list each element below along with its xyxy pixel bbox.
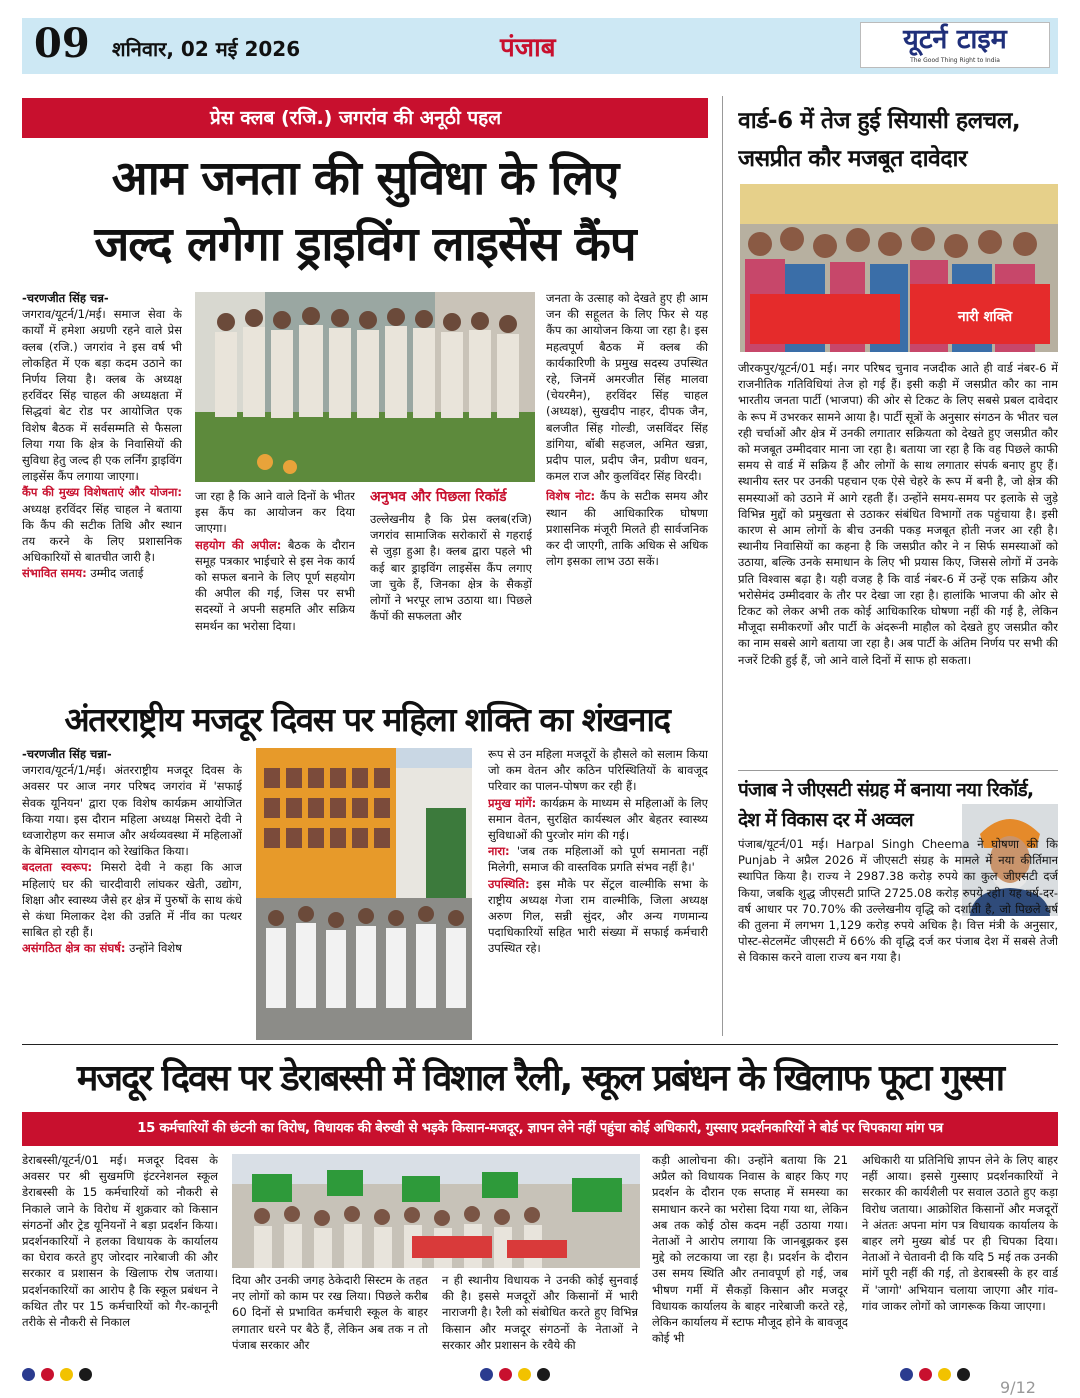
page-mark: 9/12 xyxy=(1000,1378,1036,1397)
story3-headline: अंतरराष्ट्रीय मजदूर दिवस पर महिला शक्ति का शंखनाद xyxy=(64,700,670,739)
story1-col3-para1: उल्लेखनीय है कि प्रेस क्लब(रजि) जगरांव सामाजिक सरोकारों से गहराई से जुड़ा हुआ है। क्लब द्वारा पहले भी कई बार ड्राइविंग लाइसेंस कैंप लगाए जा चुके हैं, जिनका क्षेत्र के सैकड़ों लोगों ने भरपूर लाभ उठाया था। पिछले कैंपों की सफलता और xyxy=(370,512,532,624)
story3-subhead-demands: प्रमुख मांगें: xyxy=(488,795,537,810)
story1-headline-line1: आम जनता की सुविधा के लिए xyxy=(111,151,619,206)
dot-yellow xyxy=(938,1368,951,1381)
story5-column-3: कड़ी आलोचना की। उन्होंने बताया कि 21 अप्रैल को विधायक निवास के बाहर किए गए प्रदर्शन के दौरान एक सप्ताह में समस्या का समाधान करने का भरोसा दिया गया था, लेकिन अब तक कोई ठोस कदम नहीं उठाया गया। नेताओं ने आरोप लगाया कि जानबूझकर इस मुद्दे को लटकाया जा रहा है। प्रदर्शन के दौरान उस समय स्थिति और तनावपूर्ण हो गई, जब भीषण गर्मी में सैकड़ों किसान और मजदूर विधायक कार्यालय के बाहर नारेबाजी करते रहे, लेकिन कार्यालय में स्टाफ मौजूद होने के बावजूद कोई भी xyxy=(652,1153,848,1346)
story1-kicker: प्रेस क्लब (रजि.) जगरांव की अनूठी पहल xyxy=(22,98,708,138)
footer-dots-left xyxy=(22,1366,98,1385)
story3-subhead-struggle: असंगठित क्षेत्र का संघर्ष: xyxy=(22,941,126,956)
section-name: पंजाब xyxy=(500,33,556,63)
story1-subhead-note: विशेष नोट: xyxy=(546,489,596,504)
story1-headline-line2: जल्द लगेगा ड्राइविंग लाइसेंस कैंप xyxy=(94,217,636,272)
dot-blue xyxy=(480,1368,493,1381)
section-rule xyxy=(22,1044,1058,1045)
story3-subhead-slogan: नारा: xyxy=(488,844,510,859)
story1-column-4 xyxy=(546,290,708,672)
banner-text: नारी शक्ति xyxy=(957,309,1013,325)
story5-column-2: दिया और उनकी जगह ठेकेदारी सिस्टम के तहत नए लोगों को काम पर रख लिया। पिछले करीब 60 दिनों से प्रभावित कर्मचारी स्कूल के बाहर लगातार धरने पर बैठे हैं, लेकिन अब तक न तो पंजाब सरकार और xyxy=(232,1273,428,1352)
story1-col4-para2: कैंप के सटीक समय और स्थान की आधिकारिक घोषणा प्रशासनिक मंजूरी मिलते ही सार्वजनिक कर दी जाएगी, ताकि अधिक से अधिक लोग इसका लाभ उठा सकें। xyxy=(546,489,708,569)
story2-body: जीरकपुर/यूटर्न/01 मई। नगर परिषद चुनाव नजदीक आते ही वार्ड नंबर-6 में राजनीतिक गतिविधियां तेज हो गई हैं। इसी कड़ी में जसप्रीत कौर का नाम भारतीय जनता पार्टी (भाजपा) की ओर से टिकट के लिए सबसे प्रबल दावेदार के रूप में उभरकर सामने आया है। पार्टी सूत्रों के अनुसार संगठन के भीतर चल रही चर्चाओं और क्षेत्र में उनकी लगातार सक्रियता को देखते हुए जसप्रीत कौर को मजबूत उम्मीदवार माना जा रहा है। बताया जा रहा है कि वह पिछले काफी समय से वार्ड में सक्रिय हैं और लोगों के साथ लगातार संपर्क बनाए हुए हैं। स्थानीय स्तर पर उनकी पहचान एक ऐसे चेहरे के रूप में बनी है, जो क्षेत्र की समस्याओं को उठाने में आगे रहती हैं। उन्होंने समय-समय पर इलाके से जुड़े विभिन्न मुद्दों को प्रमुखता से उठाकर संबंधित विभागों तक पहुंचाया है। इसी कारण से आम लोगों के बीच उनकी पकड़ मजबूत होती नजर आ रही है। स्थानीय निवासियों का कहना है कि जसप्रीत कौर ने न सिर्फ समस्याओं को उठाया, बल्कि उनके समाधान के लिए भी प्रयास किए, जिससे लोगों में उनके प्रति विश्वास बढ़ा है। यही वजह है कि वार्ड नंबर-6 में उन्हें एक सक्रिय और भरोसेमंद उम्मीदवार के तौर पर देखा जा रहा है। हालांकि भाजपा की ओर से टिकट को लेकर अभी तक कोई आधिकारिक घोषणा नहीं की गई है, लेकिन मौजूदा समीकरणों और पार्टी के अंदरूनी माहौल को देखते हुए जसप्रीत कौर का नाम सबसे आगे बताया जा रहा है। अब पार्टी के अंतिम निर्णय पर सभी की नजरें टिकी हुई हैं, जो आने वाले दिनों में साफ हो सकता। xyxy=(738,361,1058,667)
story3-column-2 xyxy=(488,746,708,1038)
brand-tagline: The Good Thing Right to India xyxy=(910,57,1000,64)
story1-subhead-timing: संभावित समय: xyxy=(22,566,87,581)
dot-yellow xyxy=(518,1368,531,1381)
story2-headline-line1: वार्ड-6 में तेज हुई सियासी हलचल, xyxy=(738,108,1021,134)
story5-column-3a: न ही स्थानीय विधायक ने उनकी कोई सुनवाई की है। इससे मजदूरों और किसानों में भारी नाराजगी है। रैली को संबोधित करते हुए विभिन्न किसान और मजदूर संगठनों के नेताओं ने सरकार और प्रशासन के रवैये की xyxy=(442,1273,638,1352)
story1-col1-para2: अध्यक्ष हरविंदर सिंह चाहल ने बताया कि कैंप की सटीक तिथि और स्थान तय करने के लिए प्रशासनिक अधिकारियों से बातचीत जारी है। xyxy=(22,501,182,565)
story4-body: पंजाब/यूटर्न/01 मई। Harpal Singh Cheema ने घोषणा की कि Punjab ने अप्रैल 2026 में जीएसटी संग्रह के मामले में नया कीर्तिमान स्थापित किया है। राज्य ने 2987.38 करोड़ रुपये का कुल जीएसटी दर्ज किया, जबकि शुद्ध जीएसटी प्राप्ति 2725.08 करोड़ रुपये रही। यह वर्ष-दर-वर्ष आधार पर 70.70% की उल्लेखनीय वृद्धि को दर्शाती है, जो पिछले वर्ष की तुलना में लगभग 1,129 करोड़ रुपये अधिक है। वित्त मंत्री के अनुसार, पोस्ट-सेटलमेंट जीएसटी में 66% की वृद्धि दर्ज कर पंजाब देश में सबसे तेजी से विकास करने वाला राज्य बन गया है। xyxy=(738,837,1058,965)
story1-byline: -चरणजीत सिंह चन्न- xyxy=(22,291,109,305)
story3-col2-para2: कार्यक्रम के माध्यम से महिलाओं के लिए समान वेतन, सुरक्षित कार्यस्थल और बेहतर स्वास्थ्य सुविधाओं की पुरजोर मांग की गई। xyxy=(488,795,708,843)
story1-column-1 xyxy=(22,290,182,672)
footer-dots-right xyxy=(900,1366,976,1385)
issue-date: शनिवार, 02 मई 2026 xyxy=(112,37,301,61)
story1-subhead-appeal: सहयोग की अपील: xyxy=(195,537,282,552)
story1-col4-para1: जनता के उत्साह को देखते हुए ही आम जन की सहूलत के लिए फिर से यह कैंप का आयोजन किया जा रहा है। इस महत्वपूर्ण बैठक में क्लब की कार्यकारिणी के प्रमुख सदस्य उपस्थित रहे, जिनमें अमरजीत सिंह मालवा (चेयरमैन), हरविंदर सिंह चाहल (अध्यक्ष), सुखदीप नाहर, दीपक जैन, बलजीत सिंह गोल्डी, जसविंदर सिंह डांगिया, बॉबी सहजल, अमित खन्ना, प्रदीप पाल, प्रदीप जैन, प्रवीण धवन, कमल राज और कुलविंदर सिंह विरदी। xyxy=(546,291,708,484)
story3-col2-para1: रूप से उन महिला मजदूरों के हौसले को सलाम किया जो कम वेतन और कठिन परिस्थितियों के बावजूद परिवार का पालन-पोषण कर रही हैं। xyxy=(488,747,708,794)
story1-photo-press-club xyxy=(195,292,535,482)
story3-subhead-presence: उपस्थिति: xyxy=(488,876,530,891)
dot-black xyxy=(79,1368,92,1381)
story4-headline-line1: पंजाब ने जीएसटी संग्रह में बनाया नया रिकॉर्ड, xyxy=(738,779,1034,801)
story5-photo-rally xyxy=(232,1154,640,1268)
dot-black xyxy=(957,1368,970,1381)
story1-col1-para1: जगराव/यूटर्न/1/मई। समाज सेवा के कार्यों में हमेशा अग्रणी रहने वाले प्रेस क्लब (रजि.) जगरांव ने इस वर्ष भी लोकहित में एक बड़ा कदम उठाने का निर्णय लिया है। क्लब के अध्यक्ष हरविंदर सिंह चाहल की अध्यक्षता में सिद्धवां बेट रोड पर आयोजित एक विशेष बैठक में सर्वसम्मति से फैसला लिया गया कि क्षेत्र के निवासियों की सुविधा हेतु जल्द ही एक लर्निंग ड्राइविंग लाइसेंस कैंप लगाया जाएगा। xyxy=(22,307,182,484)
story3-col1-para1: जगराव/यूटर्न/1/मई। अंतरराष्ट्रीय मजदूर दिवस के अवसर पर आज नगर परिषद जगरांव में 'सफाई सेवक यूनियन' द्वारा एक विशेष कार्यक्रम आयोजित किया गया। इस दौरान महिला अध्यक्ष मिसरो देवी ने ध्वजारोहण कर समाज और अर्थव्यवस्था में महिलाओं के बेमिसाल योगदान को रेखांकित किया। xyxy=(22,763,242,859)
dot-blue xyxy=(22,1368,35,1381)
story5-strap: 15 कर्मचारियों की छंटनी का विरोध, विधायक की बेरुखी से भड़के किसान-मजदूर, ज्ञापन लेने नहीं पहुंचा कोई अधिकारी, गुस्साए प्रदर्शनकारियों ने बोर्ड पर चिपकाया मांग पत्र xyxy=(22,1112,1058,1146)
story5-headline: मजदूर दिवस पर डेराबस्सी में विशाल रैली, स्कूल प्रबंधन के खिलाफ फूटा गुस्सा xyxy=(76,1058,1004,1099)
story1-column-3 xyxy=(370,488,532,672)
story3-column-1 xyxy=(22,746,242,1038)
dot-black xyxy=(537,1368,550,1381)
dot-red xyxy=(919,1368,932,1381)
story3-col1-para3: उन्होंने विशेष xyxy=(125,941,182,956)
story3-col1-para2: मिसरो देवी ने कहा कि आज महिलाएं घर की चारदीवारी लांघकर खेती, उद्योग, शिक्षा और स्वास्थ्य जैसे हर क्षेत्र में पुरुषों के साथ कंधे से कंधा मिलाकर देश की उन्नति में नींव का पत्थर साबित हो रही हैं। xyxy=(22,860,242,940)
story1-col2-para1: जा रहा है कि आने वाले दिनों के भीतर इस कैंप का आयोजन कर दिया जाएगा। xyxy=(195,489,355,536)
brand-name: यूटर्न टाइम xyxy=(903,24,1007,55)
story1-col1-para3: उम्मीद जताई xyxy=(86,566,144,581)
story3-subhead-change: बदलता स्वरूप: xyxy=(22,860,93,875)
dot-red xyxy=(499,1368,512,1381)
story5-column-1: डेराबस्सी/यूटर्न/01 मई। मजदूर दिवस के अवसर पर श्री सुखमणि इंटरनेशनल स्कूल डेराबस्सी के 15 कर्मचारियों को नौकरी से निकाले जाने के विरोध में शुक्रवार को किसान संगठनों और ट्रेड यूनियनों ने बड़ा प्रदर्शन किया। प्रदर्शनकारियों ने हलका विधायक के कार्यालय का घेराव करते हुए जोरदार नारेबाजी की और सरकार व प्रशासन के खिलाफ रोष जताया। प्रदर्शनकारियों का आरोप है कि स्कूल प्रबंधन ने कथित तौर पर 15 कर्मचारियों को गैर-कानूनी तरीके से नौकरी से निकाल xyxy=(22,1153,218,1330)
story3-photo-union xyxy=(256,748,472,1040)
story3-byline: -चरणजीत सिंह चन्ना- xyxy=(22,747,112,761)
footer-dots-mid xyxy=(480,1366,556,1385)
dot-red xyxy=(41,1368,54,1381)
dot-blue xyxy=(900,1368,913,1381)
story1-col2-para2: बैठक के दौरान समूह पत्रकार भाईचारे से इस नेक कार्य को सफल बनाने के लिए पूर्ण सहयोग की अपील की गई, जिस पर सभी सदस्यों ने अपनी सहमति और सक्रिय समर्थन का भरोसा दिया। xyxy=(195,537,355,633)
story1-subhead-record: अनुभव और पिछला रिकॉर्ड xyxy=(370,489,507,505)
story5-column-4: अधिकारी या प्रतिनिधि ज्ञापन लेने के लिए बाहर नहीं आया। इससे गुस्साए प्रदर्शनकारियों ने सरकार की कार्यशैली पर सवाल उठाते हुए कड़ा विरोध जताया। आक्रोशित किसानों और मजदूरों ने अंततः अपना मांग पत्र विधायक कार्यालय के बाहर लगे मुख्य बोर्ड पर ही चिपका दिया। नेताओं ने चेतावनी दी कि यदि 5 मई तक उनकी मांगें पूरी नहीं की गई, तो डेराबस्सी के हर वार्ड में 'जागो' अभियान चलाया जाएगा और गांव-गांव जाकर लोगों को जागरूक किया जाएगा। xyxy=(862,1153,1058,1313)
brand-logo xyxy=(860,22,1050,68)
story-divider xyxy=(738,770,1058,771)
story1-subhead-features: कैंप की मुख्य विशेषताएं और योजना: xyxy=(22,485,182,500)
page-number: 09 xyxy=(34,20,90,67)
story4-headline-line2: देश में विकास दर में अव्वल xyxy=(738,809,913,831)
dot-yellow xyxy=(60,1368,73,1381)
story2-photo-supporters xyxy=(740,184,1058,352)
story1-column-2 xyxy=(195,488,355,672)
story3-col2-para4: इस मौके पर सेंट्रल वाल्मीकि सभा के राष्ट्रीय अध्यक्ष गेजा राम वाल्मीकि, जिला अध्यक्ष अरुण गिल, सन्नी सुंदर, और अन्य गणमान्य पदाधिकारियों सहित भारी संख्या में सफाई कर्मचारी उपस्थित रहे। xyxy=(488,876,708,956)
story3-col2-para3: 'जब तक महिलाओं को पूर्ण समानता नहीं मिलेगी, समाज की वास्तविक प्रगति संभव नहीं है।' xyxy=(488,844,708,875)
story2-headline-line2: जसप्रीत कौर मजबूत दावेदार xyxy=(738,146,967,172)
column-divider xyxy=(722,96,723,1036)
